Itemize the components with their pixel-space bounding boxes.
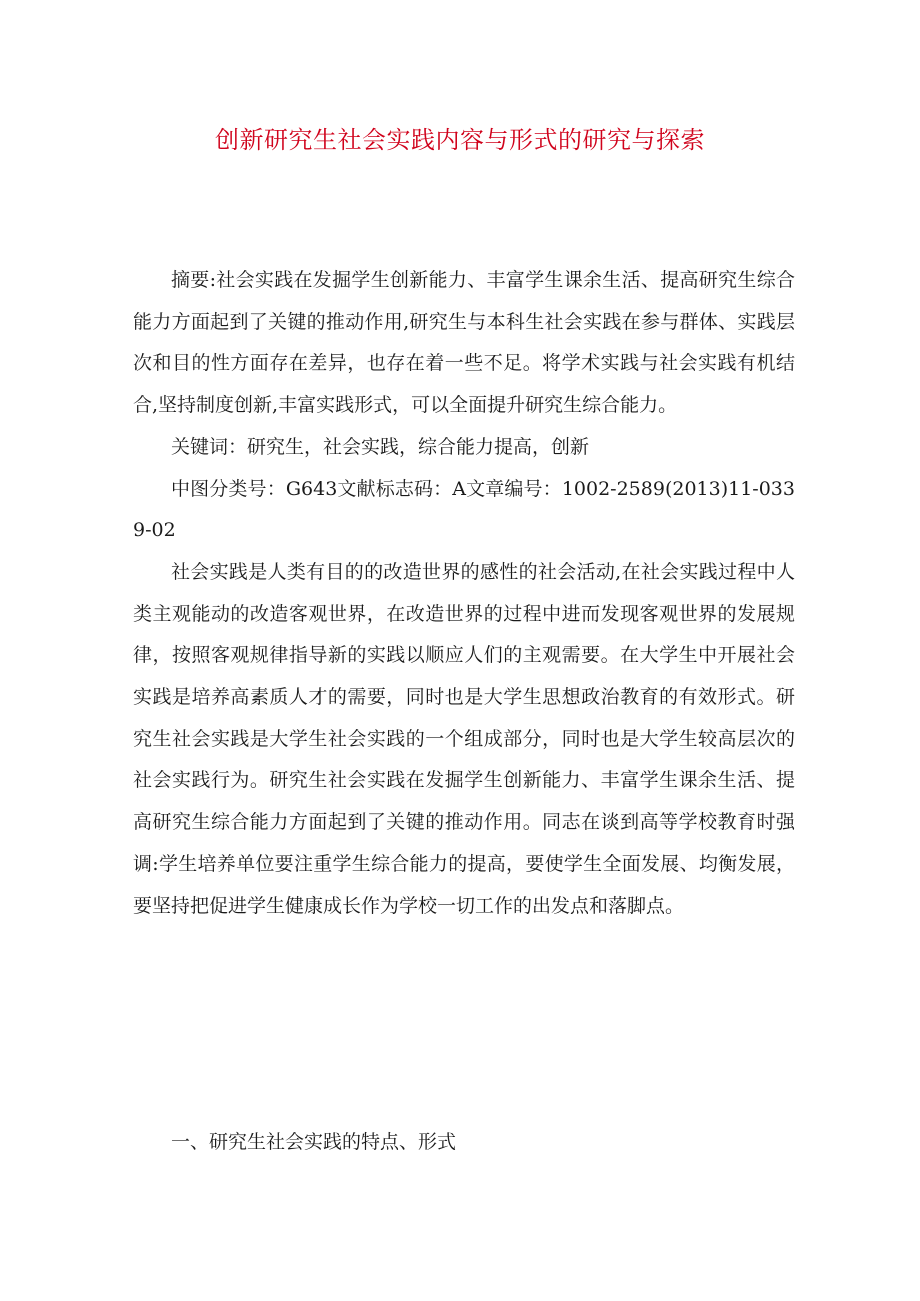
section-heading: 一、研究生社会实践的特点、形式 [171,1131,457,1153]
body-paragraph: 社会实践是人类有目的的改造世界的感性的社会活动,在社会实践过程中人类主观能动的改造客观世界，在改造世界的过程中进而发现客观世界的发展规律，按照客观规律指导新的实践以顺应人们的主观需要。在大学生中开展社会实践是培养高素质人才的需要，同时也是大学生思想政治教育的有效形式。研究生社会实践是大学生社会实践的一个组成部分，同时也是大学生较高层次的社会实践行为。研究生社会实践在发掘学生创新能力、丰富学生课余生活、提高研究生综合能力方面起到了关键的推动作用。同志在谈到高等学校教育时强调:学生培养单位要注重学生综合能力的提高，要使学生全面发展、均衡发展，要坚持把促进学生健康成长作为学校一切工作的出发点和落脚点。 [133,560,795,917]
keywords-line: 关键词：研究生，社会实践，综合能力提高，创新 [171,435,590,458]
classification-line: 中图分类号：G643文献标志码：A文章编号：1002-2589(2013)11-0339-02 [133,477,795,542]
document-content [133,260,795,927]
abstract-paragraph: 摘要:社会实践在发掘学生创新能力、丰富学生课余生活、提高研究生综合能力方面起到了关键的推动作用,研究生与本科生社会实践在参与群体、实践层次和目的性方面存在差异，也存在着一些不足。将学术实践与社会实践有机结合,坚持制度创新,丰富实践形式，可以全面提升研究生综合能力。 [133,269,795,417]
document-title: 创新研究生社会实践内容与形式的研究与探索 [215,126,705,154]
